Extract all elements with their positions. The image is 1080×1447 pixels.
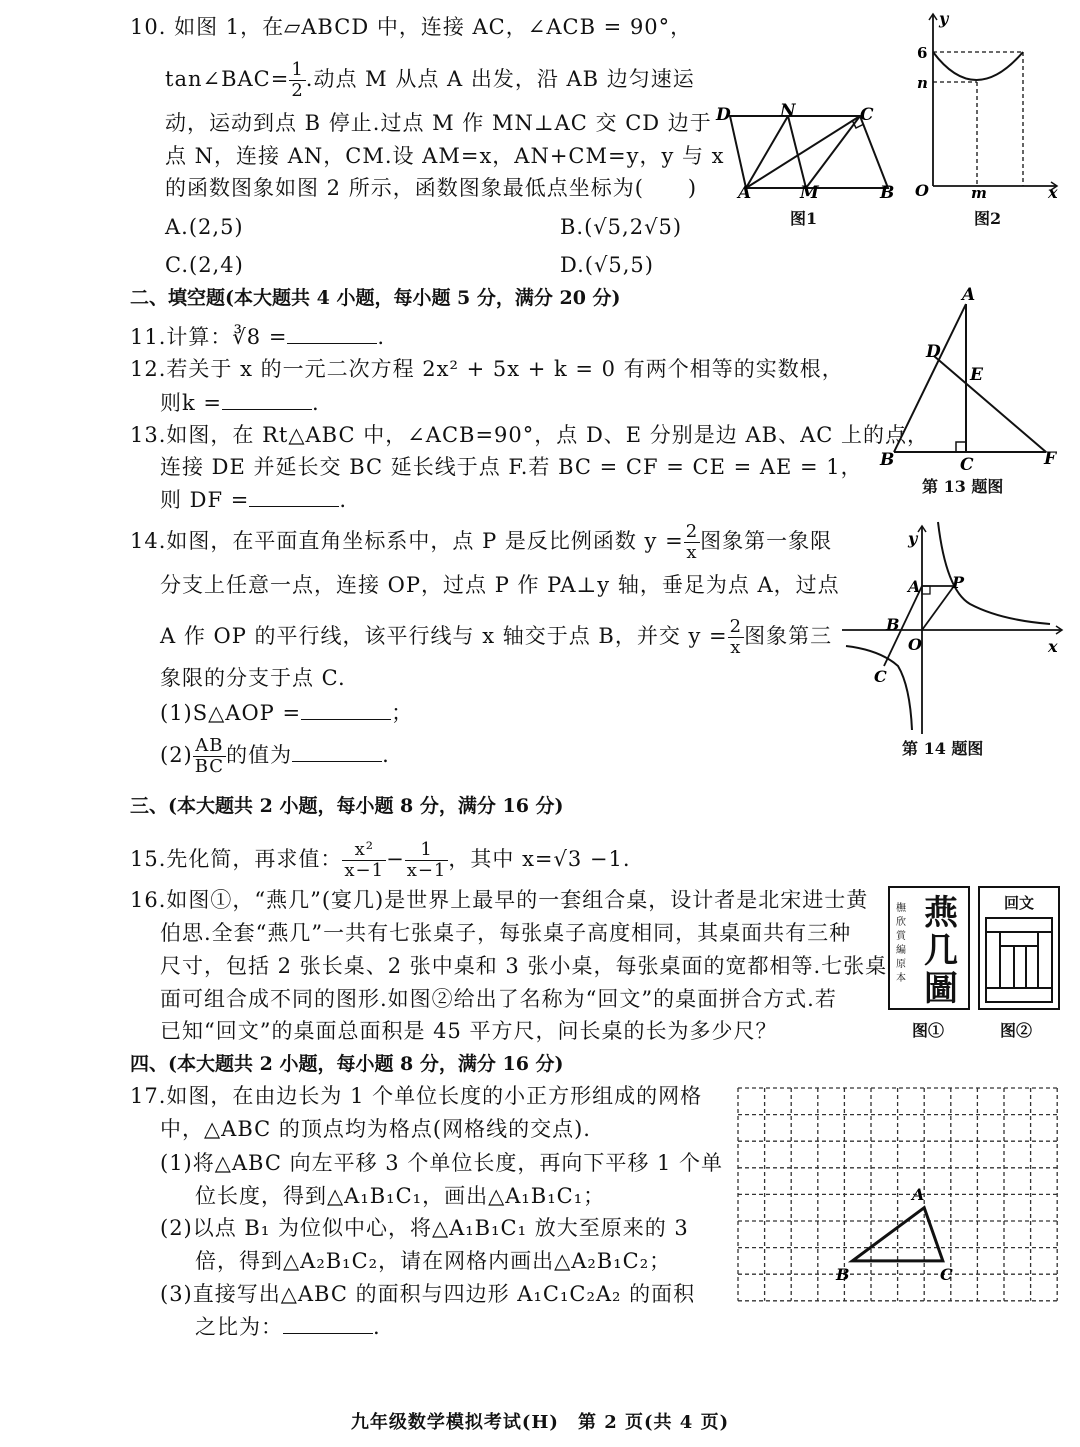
q16-hui-wen-layout <box>984 916 1054 1004</box>
fig2-label-m: m <box>971 184 987 198</box>
q14-line-1 <box>130 522 832 563</box>
q15-fraction-1: $\frac{\text{x²}}{x-1}$ <box>344 839 385 881</box>
q13-label-a: A <box>962 285 976 305</box>
q14-part-2-text: 的值为 <box>226 743 293 767</box>
q14-label-o: O <box>908 635 922 654</box>
q11-text: 11.计算：∛8 = <box>130 325 288 349</box>
q13-line-2: 连接 DE 并延长交 BC 延长线于点 F.若 BC = CF = CE = AE = 1， <box>160 455 863 479</box>
q16-line-3: 尺寸，包括 2 张长桌、2 张中桌和 3 张小桌，每张桌面的宽都相等.七张桌 <box>160 954 888 978</box>
q10-option-d: D.(√5,5) <box>560 253 654 277</box>
q10-figure-2-caption: 图2 <box>974 209 1002 228</box>
q15-condition: ，其中 x=√3 −1. <box>448 847 631 871</box>
q14-line-2: 分支上任意一点，连接 OP，过点 P 作 PA⊥y 轴，垂足为点 A，过点 <box>160 573 840 597</box>
q10-figure-1 <box>710 100 910 200</box>
q10-tan-fraction: $\frac{1}{2}$ <box>291 59 304 101</box>
q16-line-1: 16.如图①，“燕几”(宴几)是世界上最早的一套组合桌，设计者是北宋进士黄 <box>130 888 869 912</box>
fig2-label-x: x <box>1048 183 1058 198</box>
q17-grid[interactable] <box>734 1084 1060 1320</box>
fig1-label-b: B <box>880 183 895 200</box>
q10-line-3: 动，运动到点 B 停止.过点 M 作 MN⊥AC 交 CD 边于 <box>165 111 712 135</box>
q17-line-2: 中，△ABC 的顶点均为格点(网格线的交点). <box>160 1117 591 1141</box>
q12-answer-blank[interactable] <box>222 391 312 410</box>
fig1-label-c: C <box>860 105 874 125</box>
q14-part-1-blank[interactable] <box>301 701 391 720</box>
q17-line-3: (1)将△ABC 向左平移 3 个单位长度，再向下平移 1 个单 <box>160 1151 724 1175</box>
fig2-label-o: O <box>915 181 929 198</box>
q14-label-p: P <box>952 573 965 592</box>
q14-line-4: 象限的分支于点 C. <box>160 666 346 690</box>
fig2-label-n: n <box>917 74 928 92</box>
q14-part-2-blank[interactable] <box>292 743 382 762</box>
q15 <box>130 840 631 881</box>
q10-figure-2 <box>905 8 1065 198</box>
q17-label-a: A <box>912 1185 925 1204</box>
q13-label-c: C <box>960 455 974 472</box>
q13-line-1: 13.如图，在 Rt△ABC 中，∠ACB=90°，点 D、E 分别是边 AB、AC 上的点， <box>130 423 929 447</box>
q10-line-4: 点 N，连接 AN，CM.设 AM=x，AN+CM=y，y 与 x <box>165 144 725 168</box>
q14-function-fraction-1: $\frac{2}{x}$ <box>685 521 699 563</box>
q14-ab-bc-fraction: $\frac{AB}{BC}$ <box>194 735 225 777</box>
q16-figure-2-caption: 图② <box>1000 1021 1033 1040</box>
q14-label-a: A <box>908 577 921 596</box>
q14-part-1: (1)S△AOP = ； <box>160 701 414 725</box>
q11: 11.计算：∛8 = . <box>130 325 386 349</box>
q16-figure-1-title: 燕几圖 <box>924 893 958 1009</box>
q14-label-x: x <box>1048 637 1058 656</box>
q16-figure-2-title: 回文 <box>1003 894 1034 912</box>
q17-label-c: C <box>940 1265 953 1284</box>
fig2-label-6: 6 <box>917 44 928 62</box>
q14-part-2: (2) $\frac{AB}{BC}$ 的值为 . <box>160 735 390 777</box>
fig1-label-a: A <box>738 183 752 200</box>
q14-label-y: y <box>908 529 918 548</box>
q13-answer-blank[interactable] <box>249 488 339 507</box>
q16-figure-1-caption: 图① <box>912 1021 945 1040</box>
q13-figure-caption: 第 13 题图 <box>922 477 1004 496</box>
q17-line-6: 倍，得到△A₂B₁C₂，请在网格内画出△A₂B₁C₂； <box>195 1249 672 1273</box>
fig1-label-n: N <box>780 101 796 121</box>
q14-function-fraction-2: $\frac{2}{x}$ <box>729 616 743 658</box>
q12-line-1: 12.若关于 x 的一元二次方程 2x² + 5x + k = 0 有两个相等的实数根， <box>130 357 844 381</box>
q10-line-2-rest: .动点 M 从点 A 出发，沿 AB 边匀速运 <box>305 67 695 91</box>
page-footer: 九年级数学模拟考试(H) 第 2 页(共 4 页) <box>350 1412 730 1433</box>
q10-line-5: 的函数图象如图 2 所示，函数图象最低点坐标为( ) <box>165 176 698 200</box>
q10-option-a: A.(2,5) <box>165 215 244 239</box>
q10-tan-label: tan∠BAC= <box>165 67 290 91</box>
q13-figure <box>870 282 1070 472</box>
q13-text: 则 DF = <box>160 488 250 512</box>
q15-minus: − <box>386 847 405 871</box>
q15-text: 15.先化简，再求值： <box>130 847 343 871</box>
q16-figure-1-side-text: 橅欣賞編原本 <box>896 903 906 984</box>
q11-answer-blank[interactable] <box>287 325 377 344</box>
q13-label-d: D <box>926 342 941 362</box>
q17-line-1: 17.如图，在由边长为 1 个单位长度的小正方形组成的网格 <box>130 1084 703 1108</box>
q10-figure-1-caption: 图1 <box>790 209 818 228</box>
q17-answer-blank[interactable] <box>283 1315 373 1334</box>
q10-line-1: 10. 如图 1，在▱ABCD 中，连接 AC，∠ACB = 90°， <box>130 15 693 39</box>
q13-label-b: B <box>880 450 895 470</box>
section-3-heading: 三、(本大题共 2 小题，每小题 8 分，满分 16 分) <box>130 795 564 817</box>
q16-line-4: 面可组合成不同的图形.如图②给出了名称为“回文”的桌面拼合方式.若 <box>160 987 837 1011</box>
q16-line-5: 已知“回文”的桌面总面积是 45 平方尺，问长桌的长为多少尺？ <box>160 1019 778 1043</box>
section-4-heading: 四、(本大题共 2 小题，每小题 8 分，满分 16 分) <box>130 1053 564 1075</box>
q10-line-2 <box>165 60 695 101</box>
fig1-label-m: M <box>800 183 819 200</box>
fig1-label-d: D <box>716 105 731 125</box>
q12-text: 则k = <box>160 391 222 415</box>
q14-figure-caption: 第 14 题图 <box>902 739 984 758</box>
q14-line-3-b: 图象第三 <box>744 624 833 648</box>
q16-figure-2 <box>978 886 1060 1010</box>
q10-option-b: B.(√5,2√5) <box>560 215 683 239</box>
q14-figure <box>840 516 1065 736</box>
q13-line-3: 则 DF = . <box>160 488 348 512</box>
q13-label-f: F <box>1044 449 1057 469</box>
q17-line-5: (2)以点 B₁ 为位似中心，将△A₁B₁C₁ 放大至原来的 3 <box>160 1216 689 1240</box>
q17-line-4: 位长度，得到△A₁B₁C₁，画出△A₁B₁C₁； <box>195 1184 606 1208</box>
q14-label-c: C <box>874 667 887 686</box>
q17-label-b: B <box>836 1265 850 1284</box>
q14-part-2-label: (2) <box>160 743 193 767</box>
fig2-label-y: y <box>939 9 949 28</box>
q17-line-7: (3)直接写出△ABC 的面积与四边形 A₁C₁C₂A₂ 的面积 <box>160 1282 696 1306</box>
q14-line-1-b: 图象第一象限 <box>700 529 833 553</box>
q14-line-3-a: A 作 OP 的平行线，该平行线与 x 轴交于点 B，并交 y = <box>160 624 728 648</box>
q16-line-2: 伯思.全套“燕几”一共有七张桌子，每张桌子高度相同，其桌面共有三种 <box>160 921 852 945</box>
q16-figure-1 <box>888 886 970 1010</box>
q13-label-e: E <box>970 365 983 385</box>
q12-line-2: 则k = . <box>160 391 320 415</box>
q14-part-1-text: (1)S△AOP = <box>160 701 302 725</box>
section-2-heading: 二、填空题(本大题共 4 小题，每小题 5 分，满分 20 分) <box>130 287 621 309</box>
q15-fraction-2: $\frac{1}{x-1}$ <box>406 839 447 881</box>
q14-line-1-a: 14.如图，在平面直角坐标系中，点 P 是反比例函数 y = <box>130 529 684 553</box>
q14-label-b: B <box>886 615 900 634</box>
q17-line-8: 之比为： . <box>195 1315 381 1339</box>
q17-text: 之比为： <box>195 1315 283 1339</box>
q10-option-c: C.(2,4) <box>165 253 244 277</box>
q14-line-3 <box>160 617 832 658</box>
